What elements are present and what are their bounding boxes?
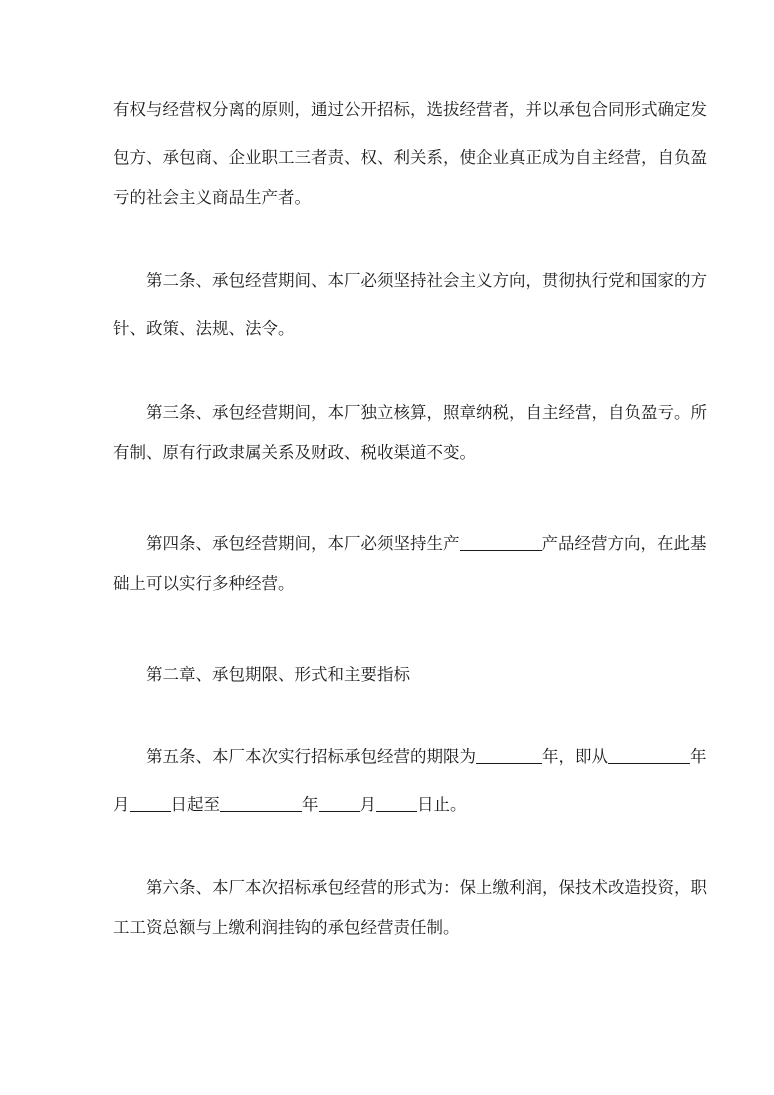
text-segment: 第五条、本厂本次实行招标承包经营的期限为: [146, 747, 476, 766]
text-line: 工工资总额与上缴利润挂钩的承包经营责任制。: [113, 918, 460, 937]
text-line: 有权与经营权分离的原则，通过公开招标，选拔经营者，并以承包合同形式确定发: [113, 100, 707, 119]
text-line: 亏的社会主义商品生产者。: [113, 188, 311, 207]
text-segment: 年，即从: [542, 747, 608, 766]
text-line: 有制、原有行政隶属关系及财政、税收渠道不变。: [113, 443, 476, 462]
text-segment: 日止。: [417, 795, 467, 814]
text-line: 第三条、承包经营期间，本厂独立核算，照章纳税，自主经营，自负盈亏。所: [146, 403, 707, 422]
blank-end-month: [319, 793, 360, 812]
text-line: [146, 745, 707, 769]
blank-term: [476, 745, 542, 764]
blank-end-day: [376, 793, 417, 812]
text-segment: 月: [113, 795, 130, 814]
text-line: 针、政策、法规、法令。: [113, 319, 295, 338]
text-segment: 月: [359, 795, 376, 814]
text-segment: 日起至: [170, 795, 220, 814]
text-line: 包方、承包商、企业职工三者责、权、利关系，使企业真正成为自主经营，自负盈: [113, 148, 707, 167]
text-line: 础上可以实行多种经营。: [113, 574, 295, 593]
blank-product: [460, 532, 542, 551]
blank-start-month: [130, 793, 171, 812]
text-line: [146, 532, 707, 556]
text-line: 第六条、本厂本次招标承包经营的形式为：保上缴利润，保技术改造投资，职: [146, 878, 707, 897]
text-segment: 第四条、承包经营期间，本厂必须坚持生产: [146, 534, 460, 553]
text-segment: 年: [690, 747, 707, 766]
text-segment: 产品经营方向，在此基: [541, 534, 707, 553]
text-line: 第二条、承包经营期间、本厂必须坚持社会主义方向，贯彻执行党和国家的方: [146, 271, 707, 290]
text-segment: 年: [302, 795, 319, 814]
blank-start-year: [608, 745, 690, 764]
chapter-title: 第二章、承包期限、形式和主要指标: [146, 665, 410, 684]
blank-end-year: [220, 793, 302, 812]
text-line: [113, 793, 467, 817]
